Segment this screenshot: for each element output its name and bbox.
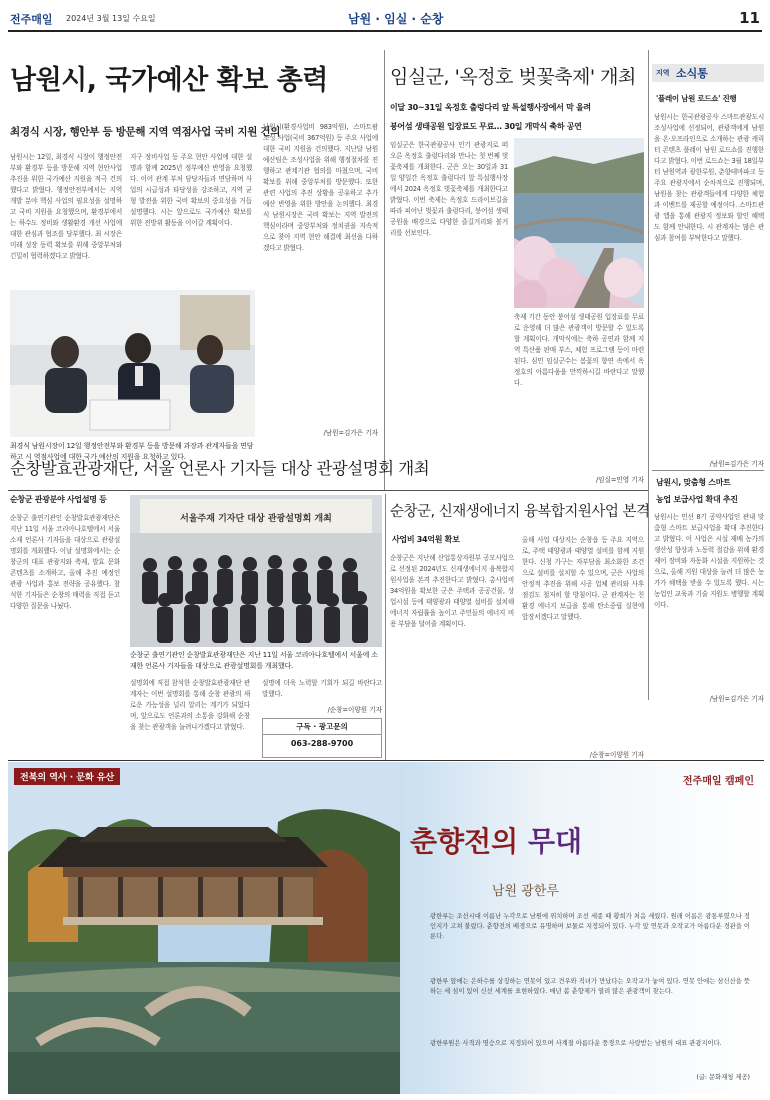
sidebar-tag: 지역 xyxy=(656,69,670,77)
article4-byline: /순창=이양원 기자 xyxy=(589,751,644,759)
article3-subhead: 순창군 관광분야 사업설명 등 xyxy=(10,495,107,504)
sidebar-item1-body: 남원시는 한국관광공사 스마트관광도시 조성사업에 선정되어, 관광객에게 남원을 온·오프라인으로 소개하는 관광 캐릭터 콘텐츠 플레이 남원 로드쇼를 진행한다고 밝혔다. 이번 로드쇼는 3월 18일부터 남원역과 광한루원, 춘향테마파크 등 주요 관광지에서 순차적으로 진행되며, 남원을 찾는 관광객들에게 다양한 체험과 이벤트를 제공할 예정이다. 스마트관광 앱을 통해 관광지 정보와 할인 혜택도 함께 안내한다. 시 관계자는 많은 관심과 참여를 부탁한다고 말했다. xyxy=(654,113,764,242)
subscribe-phone: 063-288-9700 xyxy=(290,739,354,748)
heritage-banner xyxy=(8,762,762,1094)
article2-subhead2: 붕어섬 생태공원 입장료도 무료… 30일 개막식 축하 공연 xyxy=(390,122,582,131)
article2-headline: 임실군, '옥정호 벚꽃축제' 개최 xyxy=(390,66,636,88)
article3-col1: 순창군 출연기관인 순창발효관광재단은 지난 11일 서울 코리아나호텔에서 서울 소재 언론사 기자들을 대상으로 관광설명회를 개최했다. 이날 설명회에서는 순창군의 대표 관광지와 축제, 발효 문화 콘텐츠를 소개하고, 올해 추진 예정인 관광 사업과 홍보 전략을 공유했다. 참석한 기자들은 순창의 매력을 직접 듣고 다양한 질문을 나눴다. xyxy=(10,514,120,610)
article1-subhead: 최경식 시장, 행안부 등 방문해 지역 역점사업 국비 지원 건의 xyxy=(10,126,281,138)
sidebar-item2-title-b: 농업 보급사업 확대 추진 xyxy=(656,495,738,504)
article1-caption: 최경식 남원시장이 12일 행정안전부와 환경부 등을 방문해 과장과 관계자들을 면담하고 시 역점사업에 대한 국가 예산의 지원을 요청하고 있다. xyxy=(10,442,254,461)
page-number: 11 xyxy=(739,9,760,27)
article3-byline: /순창=이양원 기자 xyxy=(327,706,382,714)
heritage-text-panel xyxy=(400,762,762,1094)
article1-byline: /남원=김가은 기자 xyxy=(323,429,378,437)
article1-headline: 남원시, 국가예산 확보 총력 xyxy=(10,65,328,96)
article3-caption: 순창군 출연기관인 순창발효관광재단은 지난 11일 서울 코리아나호텔에서 서울에 소재한 언론사 기자들을 대상으로 관광설명회를 개최했다. xyxy=(130,651,378,670)
heritage-title xyxy=(410,820,582,860)
sidebar-item2-byline: /남원=김가은 기자 xyxy=(709,695,764,703)
article2-subhead1: 이달 30~31일 옥정호 출렁다리 앞 특설행사장에서 막 올려 xyxy=(390,103,591,112)
issue-date: 2024년 3월 13일 수요일 xyxy=(66,14,156,23)
article2-byline: /임실=민영 기자 xyxy=(595,476,644,484)
heritage-desc1: 광한루는 조선시대 이름난 누각으로 남원에 위치하며 조선 세종 때 황희가 처음 세웠다. 원래 이름은 광통루였으나 정인지가 고쳐 불렀다. 춘향전의 배경으로 유명하며 보물로 지정되어 있다. 누각 앞 연못과 오작교가 아름다운 경관을 이룬다. xyxy=(430,913,750,940)
sidebar-title: 소식통 xyxy=(676,67,708,80)
subscribe-label: 구독 · 광고문의 xyxy=(263,719,381,735)
article4-col1: 순창군은 지난해 산업통상자원부 공모사업으로 선정된 2024년도 신재생에너지 융복합지원사업을 본격 추진한다고 밝혔다. 총사업비 34억원을 확보한 군은 주택과 공공건물, 상업시설 등에 태양광과 태양열 설비를 설치해 에너지 자립률을 높이고 주민들의 에너지 비용 부담을 덜어줄 계획이다. xyxy=(390,554,514,628)
article2-photo xyxy=(514,138,644,308)
article1-photo xyxy=(10,290,255,437)
article4-col2: 올해 사업 대상지는 순창읍 등 주요 지역으로, 주택 태양광과 태양열 설비를 함께 지원한다. 신청 가구는 자부담을 최소화한 조건으로 설비를 설치할 수 있으며, 군은 사업의 안정적 추진을 위해 시공 업체 관리와 사후 점검도 철저히 할 방침이다. 군 관계자는 친환경 에너지 보급을 통해 탄소중립 실현에 앞장서겠다고 말했다. xyxy=(522,536,644,621)
campaign-label: 전주매일 캠페인 xyxy=(682,776,754,787)
heritage-desc3: 광한루원은 사적과 명승으로 지정되어 있으며 사계절 아름다운 풍경으로 사랑받는 남원의 대표 관광지이다. xyxy=(430,1040,722,1047)
article2-col2: 축제 기간 동안 붕어섬 생태공원 입장료를 무료로 운영해 더 많은 관광객이 방문할 수 있도록 할 계획이다. 개막식에는 축하 공연과 함께 지역 특산품 판매 부스, 체험 프로그램 등이 마련된다. 심민 임실군수는 봄꽃의 향연 속에서 옥정호의 아름다움을 만끽하시길 바란다고 말했다. xyxy=(514,313,644,387)
section-title: 남원 · 임실 · 순창 xyxy=(348,12,444,26)
heritage-subtitle: 남원 광한루 xyxy=(492,884,559,899)
sidebar-header xyxy=(652,64,764,82)
sidebar-item2-title-a: 남원시, 맞춤형 스마트 xyxy=(656,478,731,487)
heritage-source: (글: 문화재청 제공) xyxy=(696,1074,750,1081)
article3-col2: 설명회에 직접 참석한 순창발효관광재단 관계자는 이번 설명회를 통해 순창 관광의 새로운 가능성을 널리 알리는 계기가 되었다며, 앞으로도 언론과의 소통을 강화해 순창을 찾는 관광객을 늘려나가겠다고 밝혔다. xyxy=(130,679,250,731)
masthead xyxy=(8,8,762,32)
article2-col1: 임실군은 한국관광공사 인기 관광지로 떠오른 옥정호 출렁다리와 만나는 첫 번째 벚꽃축제를 개최한다. 군은 오는 30일과 31일 양일간 옥정호 출렁다리 앞 특설행사장에서 2024 옥정호 벚꽃축제를 개최한다고 밝혔다. 이번 축제는 옥정호 드라이브길을 따라 피어난 벚꽃과 출렁다리, 붕어섬 생태공원을 배경으로 다양한 즐길거리와 볼거리를 선보인다. xyxy=(390,141,508,237)
article3-photo xyxy=(130,495,382,647)
sidebar-item1-title: '플레이 남원 로드쇼' 진행 xyxy=(656,94,737,103)
heritage-desc2: 광한루 앞에는 은하수를 상징하는 연못이 있고 견우와 직녀가 만났다는 오작교가 놓여 있다. 연못 안에는 삼신산을 뜻하는 세 섬이 있어 신선 세계를 표현하였다. 매년 봄 춘향제가 열려 많은 관광객이 찾는다. xyxy=(430,978,750,995)
article3-headline: 순창발효관광재단, 서울 언론사 기자들 대상 관광설명회 개최 xyxy=(10,459,430,478)
heritage-photo xyxy=(8,762,400,1094)
sidebar-item1-byline: /남원=김가은 기자 xyxy=(709,460,764,468)
heritage-title-part1: 춘향전의 xyxy=(410,825,528,858)
heritage-label: 전북의 역사 · 문화 유산 xyxy=(14,768,120,785)
subscribe-box xyxy=(262,718,382,758)
article4-subhead: 사업비 34억원 확보 xyxy=(392,535,460,544)
article1-col1: 남원시는 12일, 최경식 시장이 행정안전부와 환경부 등을 방문해 지역 현안사업 추진을 위한 국가예산 지원을 적극 건의했다고 밝혔다. 행정안전부에서는 지역개발 분야 핵심 사업의 필요성을 설명하고 국비 지원을 요청했으며, 환경부에서는 하수도 정비와 생활환경 개선 사업에 대한 관심과 협조를 당부했다. 최 시장은 미래 성장 동력 확보를 위해 중앙부처와 긴밀히 협력하겠다고 밝혔다. xyxy=(10,153,122,260)
article4-headline: 순창군, 신재생에너지 융복합지원사업 본격 xyxy=(390,504,650,520)
banner-text: 서울주재 기자단 대상 관광설명회 개최 xyxy=(180,514,332,524)
article3-col3: 설명에 더욱 노력할 기회가 되길 바란다고 말했다. xyxy=(262,679,382,698)
paper-name: 전주매일 xyxy=(10,13,53,26)
heritage-title-part2: 무대 xyxy=(527,825,583,858)
article1-col3: 남원시(환경사업비 983억원), 스마트팜 조성 사업(국비 367억원) 등 주요 사업에 대한 국비 지원을 건의했다. 지난달 남원 예산팀은 조성사업을 위해 행정절차를 진행하고 관계기관 협의를 마쳤으며, 국비 확보를 위해 중앙부처를 방문했다. 또한 관련 사업의 추진 상황을 공유하고 추가 예산 반영을 위한 방안을 논의했다. 최경식 남원시장은 국비 확보는 지역 발전의 핵심이라며 중앙부처와 정치권을 지속적으로 찾아 지역 현안 해결에 최선을 다하겠다고 밝혔다. xyxy=(263,123,378,252)
article1-col2: 지구 정비사업 등 주요 현안 사업에 대한 설명과 함께 2025년 정부예산 반영을 요청했다. 이어 관계 부처 담당자들과 면담하며 사업의 시급성과 타당성을 강조하고, 지역 균형 발전을 위한 국비 확보의 중요성을 거듭 설명했다. 시는 앞으로도 국가예산 확보를 위한 전방위 활동을 이어갈 계획이다. xyxy=(130,153,252,227)
sidebar-item2-body: 남원시는 민선 8기 공약사업인 관내 맞춤형 스마트 보급사업을 확대 추진한다고 밝혔다. 이 사업은 시설 재배 농가의 생산성 향상과 노동력 절감을 위해 환경 제어 장비와 자동화 시설을 지원하는 것으로, 올해 지원 대상을 늘려 더 많은 농가가 혜택을 받을 수 있도록 했다. 시는 농업인 교육과 기술 지원도 병행할 계획이다. xyxy=(654,513,764,609)
